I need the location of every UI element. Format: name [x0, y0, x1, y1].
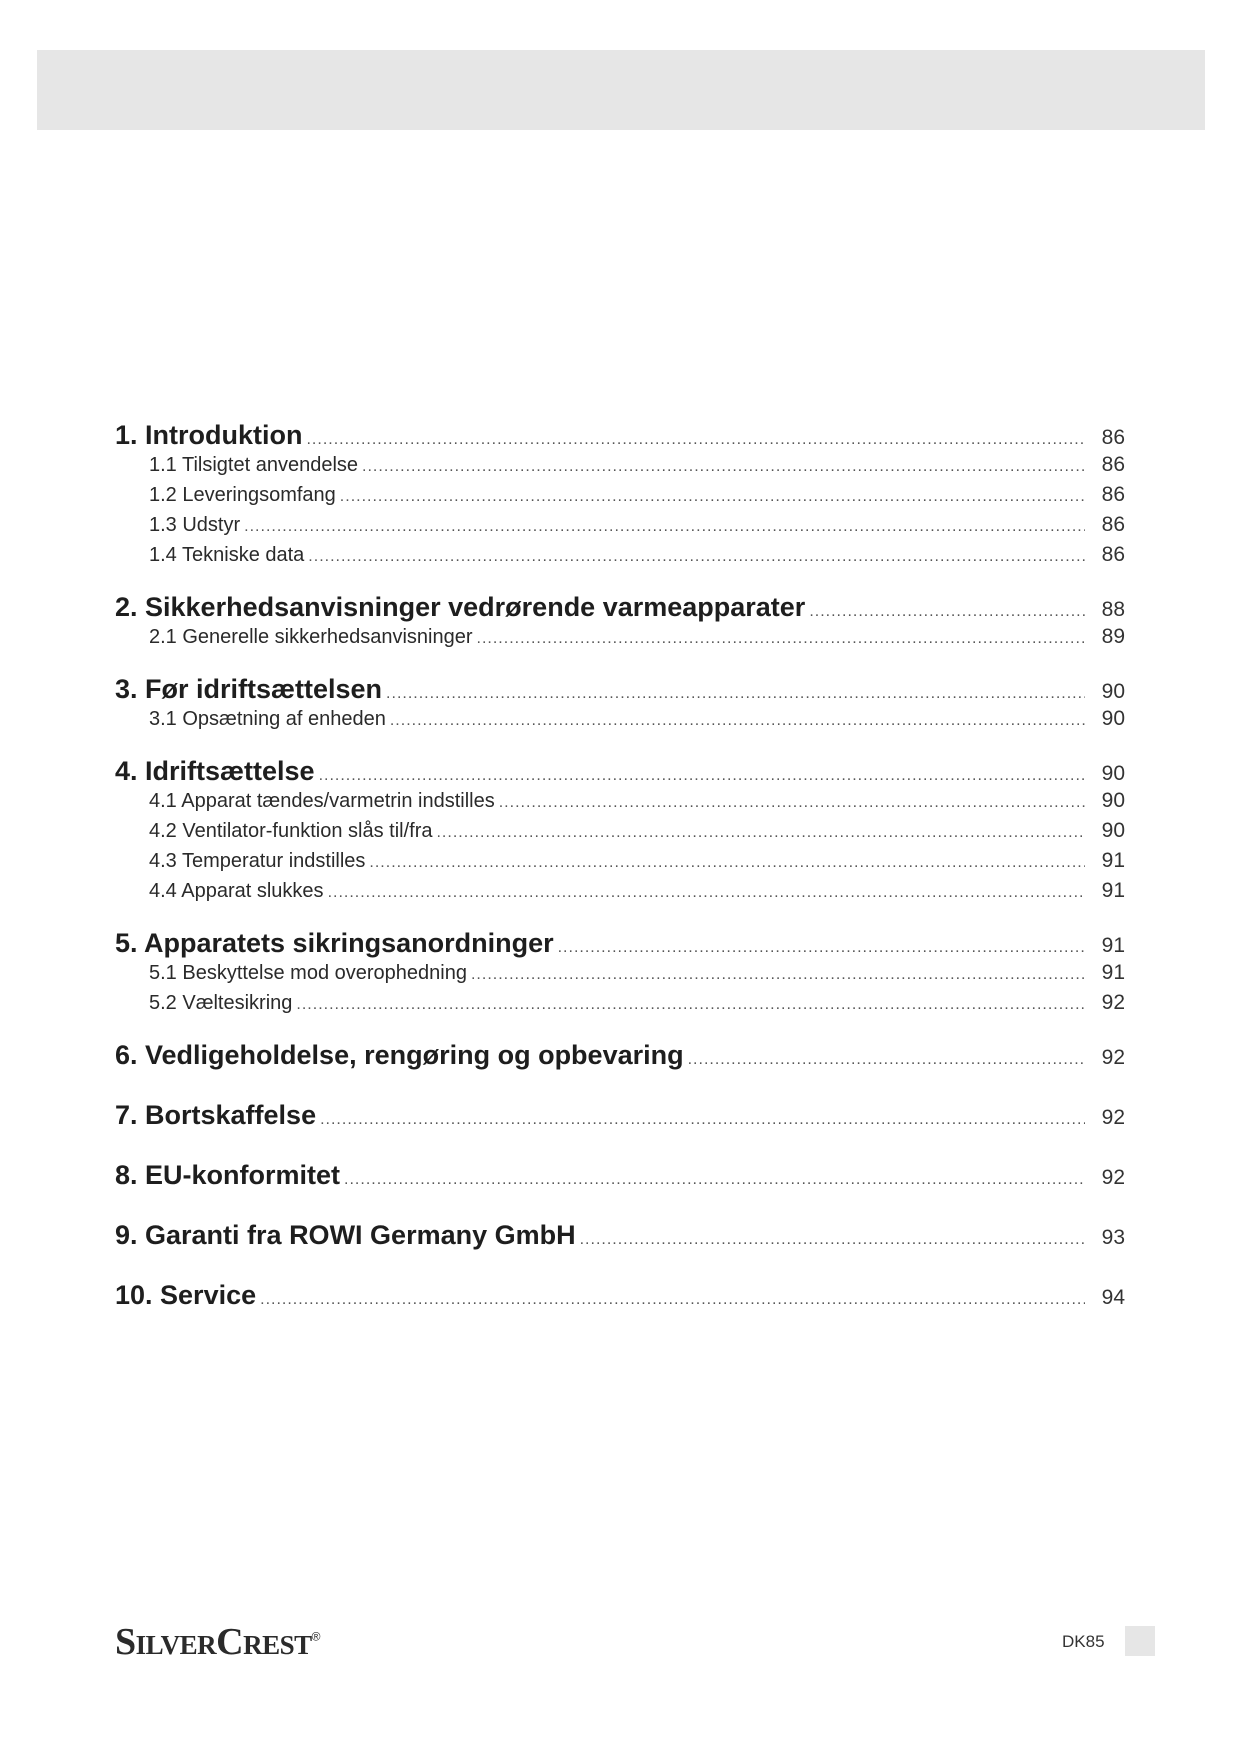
toc-page: 90: [1101, 680, 1125, 703]
toc-entry-3-1[interactable]: [149, 704, 1125, 734]
toc-title: 4.4 Apparat slukkes: [149, 880, 324, 902]
toc-entry-2-1[interactable]: [149, 622, 1125, 652]
toc-title: 5.1 Beskyttelse mod overophedning: [149, 962, 467, 984]
dot-leader: [328, 878, 1085, 908]
trademark-symbol: ®: [311, 1629, 320, 1644]
toc-page: 86: [1101, 426, 1125, 449]
toc-page: 94: [1101, 1286, 1125, 1309]
toc-page: 92: [1101, 1046, 1125, 1069]
toc-entry-4-4[interactable]: [149, 876, 1125, 906]
page-number: DK85: [1062, 1632, 1105, 1651]
dot-leader: [471, 960, 1085, 990]
spacer: [115, 652, 1125, 674]
toc-page: 86: [1101, 453, 1125, 476]
dot-leader: [477, 624, 1085, 654]
toc-entry-7[interactable]: [115, 1100, 1125, 1130]
toc-entry-5[interactable]: [115, 928, 1125, 958]
brand-name: SilverCrest: [115, 1621, 312, 1663]
toc-entry-4-1[interactable]: [149, 786, 1125, 816]
toc-title: 4.2 Ventilator-funktion slås til/fra: [149, 820, 433, 842]
page-tab-marker: [1125, 1626, 1155, 1656]
toc-title: 2.1 Generelle sikkerhedsanvisninger: [149, 626, 473, 648]
toc-page: 91: [1101, 961, 1125, 984]
toc-entry-5-2[interactable]: [149, 988, 1125, 1018]
toc-page: 91: [1101, 849, 1125, 872]
toc-title: 5. Apparatets sikringsanordninger: [115, 928, 554, 958]
toc-page: 91: [1101, 879, 1125, 902]
table-of-contents: [115, 420, 1125, 1310]
toc-title: 1.2 Leveringsomfang: [149, 484, 336, 506]
toc-title: 8. EU-konformitet: [115, 1160, 341, 1190]
toc-entry-2[interactable]: [115, 592, 1125, 622]
toc-entry-10[interactable]: [115, 1280, 1125, 1310]
toc-title: 9. Garanti fra ROWI Germany GmbH: [115, 1220, 576, 1250]
toc-entry-4-2[interactable]: [149, 816, 1125, 846]
toc-title: 1.1 Tilsigtet anvendelse: [149, 454, 359, 476]
toc-page: 91: [1101, 934, 1125, 957]
spacer: [115, 734, 1125, 756]
spacer: [115, 570, 1125, 592]
dot-leader: [362, 452, 1085, 482]
toc-page: 93: [1101, 1226, 1125, 1249]
toc-entry-6[interactable]: [115, 1040, 1125, 1070]
toc-page: 90: [1101, 789, 1125, 812]
dot-leader: [436, 818, 1085, 848]
toc-title: 1. Introduktion: [115, 420, 303, 450]
dot-leader: [390, 706, 1085, 736]
toc-title: 6. Vedligeholdelse, rengøring og opbevaring: [115, 1040, 684, 1070]
header-band: [37, 50, 1205, 130]
toc-entry-4-3[interactable]: [149, 846, 1125, 876]
toc-title: 1.3 Udstyr: [149, 514, 241, 536]
toc-title: 5.2 Væltesikring: [149, 992, 293, 1014]
toc-page: 90: [1101, 762, 1125, 785]
toc-entry-1-4[interactable]: [149, 540, 1125, 570]
toc-page: 86: [1101, 483, 1125, 506]
toc-entry-1-2[interactable]: [149, 480, 1125, 510]
toc-title: 3.1 Opsætning af enheden: [149, 708, 386, 730]
toc-title: 4.1 Apparat tændes/varmetrin indstilles: [149, 790, 495, 812]
spacer: [115, 906, 1125, 928]
dot-leader: [260, 1285, 1085, 1315]
toc-entry-1-3[interactable]: [149, 510, 1125, 540]
spacer: [115, 1018, 1125, 1040]
toc-entry-1-1[interactable]: [149, 450, 1125, 480]
dot-leader: [688, 1045, 1085, 1075]
toc-title: 1.4 Tekniske data: [149, 544, 305, 566]
dot-leader: [308, 542, 1085, 572]
toc-title: 4.3 Temperatur indstilles: [149, 850, 366, 872]
toc-entry-4[interactable]: [115, 756, 1125, 786]
toc-page: 86: [1101, 543, 1125, 566]
toc-title: 4. Idriftsættelse: [115, 756, 315, 786]
dot-leader: [340, 482, 1085, 512]
toc-page: 92: [1101, 1106, 1125, 1129]
toc-page: 89: [1101, 625, 1125, 648]
dot-leader: [296, 990, 1085, 1020]
toc-page: 90: [1101, 707, 1125, 730]
dot-leader: [320, 1105, 1085, 1135]
dot-leader: [344, 1165, 1085, 1195]
toc-page: 86: [1101, 513, 1125, 536]
toc-entry-8[interactable]: [115, 1160, 1125, 1190]
dot-leader: [244, 512, 1085, 542]
dot-leader: [369, 848, 1085, 878]
brand-logo: [115, 1620, 320, 1664]
dot-leader: [499, 788, 1085, 818]
toc-page: 88: [1101, 598, 1125, 621]
dot-leader: [580, 1225, 1085, 1255]
toc-page: 92: [1101, 991, 1125, 1014]
toc-entry-9[interactable]: [115, 1220, 1125, 1250]
toc-page: 92: [1101, 1166, 1125, 1189]
toc-title: 2. Sikkerhedsanvisninger vedrørende varmeapparater: [115, 592, 806, 622]
toc-title: 10. Service: [115, 1280, 257, 1310]
toc-title: 7. Bortskaffelse: [115, 1100, 317, 1130]
toc-entry-1[interactable]: [115, 420, 1125, 450]
toc-entry-5-1[interactable]: [149, 958, 1125, 988]
toc-title: 3. Før idriftsættelsen: [115, 674, 383, 704]
toc-entry-3[interactable]: [115, 674, 1125, 704]
toc-page: 90: [1101, 819, 1125, 842]
